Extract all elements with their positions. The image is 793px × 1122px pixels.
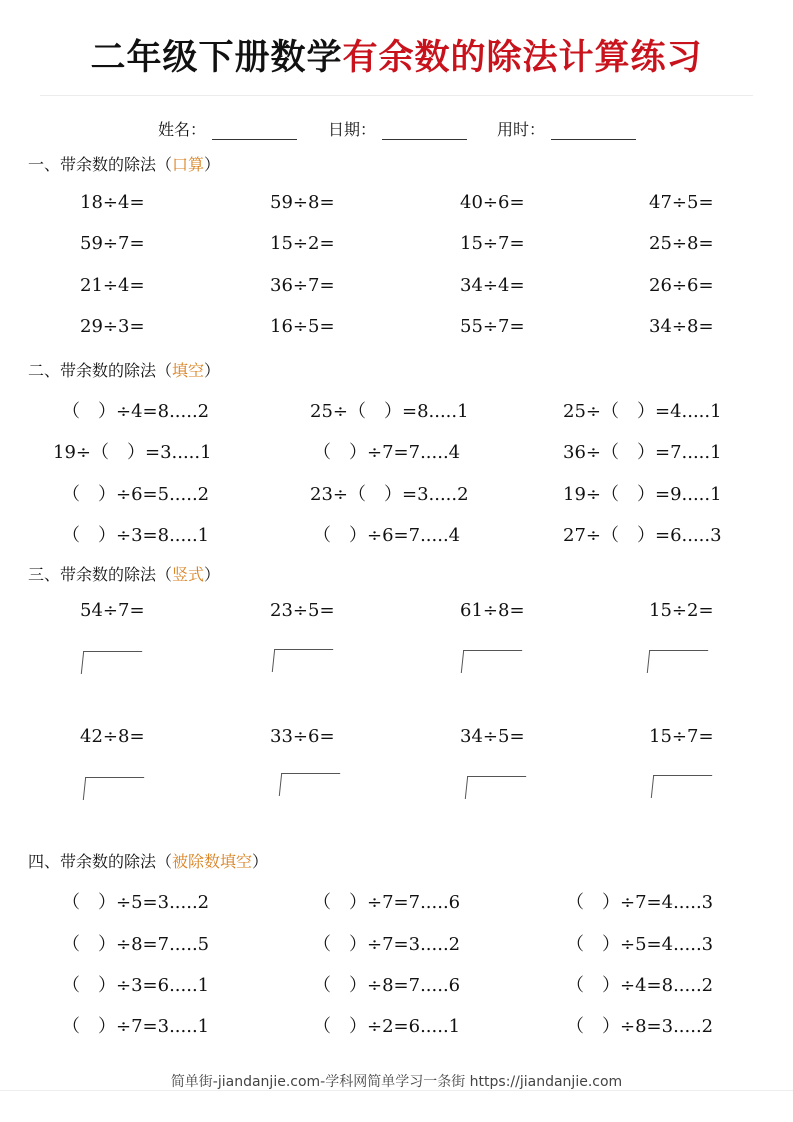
oral-problem: 36÷7= xyxy=(270,275,335,296)
vertical-problem: 15÷7= xyxy=(649,726,714,747)
vertical-problem: 15÷2= xyxy=(649,600,714,621)
division-bracket[interactable] xyxy=(279,773,340,796)
oral-problem: 21÷4= xyxy=(80,275,145,296)
oral-problem: 29÷3= xyxy=(80,316,145,337)
oral-problem: 15÷2= xyxy=(270,233,335,254)
dividend-blank-problem[interactable]: （ ）÷3=6.....1 xyxy=(62,975,210,996)
fill-blank-problem[interactable]: （ ）÷6=5.....2 xyxy=(62,484,210,505)
section-highlight: 口算 xyxy=(172,155,205,174)
footer-watermark: 简单街-jiandanjie.com-学科网简单学习一条街 https://jiandanjie.com xyxy=(170,1074,623,1090)
oral-problem: 47÷5= xyxy=(649,192,714,213)
name-blank[interactable] xyxy=(212,124,297,140)
section-1-heading xyxy=(28,152,220,175)
section-highlight: 竖式 xyxy=(172,565,205,584)
dividend-blank-problem[interactable]: （ ）÷7=3.....2 xyxy=(313,934,461,955)
section-close: ） xyxy=(252,852,269,871)
fill-blank-problem[interactable]: 25÷（ ）=8.....1 xyxy=(310,401,469,422)
fill-blank-problem[interactable]: 19÷（ ）=3.....1 xyxy=(53,442,212,463)
vertical-problem: 33÷6= xyxy=(270,726,335,747)
section-highlight: 填空 xyxy=(172,361,205,380)
date-field[interactable] xyxy=(328,117,467,140)
division-bracket[interactable] xyxy=(647,650,708,673)
dividend-blank-problem[interactable]: （ ）÷5=4.....3 xyxy=(566,934,714,955)
vertical-problem: 61÷8= xyxy=(460,600,525,621)
section-close: ） xyxy=(204,361,221,380)
vertical-problem: 23÷5= xyxy=(270,600,335,621)
division-bracket[interactable] xyxy=(651,775,712,798)
division-bracket[interactable] xyxy=(272,649,333,672)
dividend-blank-problem[interactable]: （ ）÷4=8.....2 xyxy=(566,975,714,996)
section-close: ） xyxy=(204,565,221,584)
page-title xyxy=(0,30,793,80)
dividend-blank-problem[interactable]: （ ）÷8=3.....2 xyxy=(566,1016,714,1037)
dividend-blank-problem[interactable]: （ ）÷7=7.....6 xyxy=(313,892,461,913)
dividend-blank-problem[interactable]: （ ）÷2=6.....1 xyxy=(313,1016,461,1037)
oral-problem: 26÷6= xyxy=(649,275,714,296)
date-label: 日期： xyxy=(328,120,377,139)
oral-problem: 18÷4= xyxy=(80,192,145,213)
vertical-problem: 42÷8= xyxy=(80,726,145,747)
oral-problem: 34÷8= xyxy=(649,316,714,337)
oral-problem: 16÷5= xyxy=(270,316,335,337)
vertical-problem: 34÷5= xyxy=(460,726,525,747)
section-label: 三、带余数的除法（ xyxy=(28,565,173,584)
fill-blank-problem[interactable]: 25÷（ ）=4.....1 xyxy=(563,401,722,422)
time-label: 用时： xyxy=(497,120,546,139)
header-divider xyxy=(40,95,753,96)
oral-problem: 59÷8= xyxy=(270,192,335,213)
name-label: 姓名： xyxy=(158,120,207,139)
section-4-heading xyxy=(28,849,268,872)
fill-blank-problem[interactable]: 27÷（ ）=6.....3 xyxy=(563,525,722,546)
oral-problem: 55÷7= xyxy=(460,316,525,337)
section-3-heading xyxy=(28,562,220,585)
footer-divider xyxy=(0,1090,793,1091)
fill-blank-problem[interactable]: （ ）÷3=8.....1 xyxy=(62,525,210,546)
title-part2: 有余数的除法计算练习 xyxy=(342,38,703,78)
oral-problem: 25÷8= xyxy=(649,233,714,254)
division-bracket[interactable] xyxy=(81,651,142,674)
division-bracket[interactable] xyxy=(465,776,526,799)
section-label: 一、带余数的除法（ xyxy=(28,155,173,174)
division-bracket[interactable] xyxy=(83,777,144,800)
oral-problem: 59÷7= xyxy=(80,233,145,254)
dividend-blank-problem[interactable]: （ ）÷5=3.....2 xyxy=(62,892,210,913)
fill-blank-problem[interactable]: （ ）÷4=8.....2 xyxy=(62,401,210,422)
fill-blank-problem[interactable]: 23÷（ ）=3.....2 xyxy=(310,484,469,505)
fill-blank-problem[interactable]: （ ）÷6=7.....4 xyxy=(313,525,461,546)
section-highlight: 被除数填空 xyxy=(172,852,253,871)
time-field[interactable] xyxy=(497,117,636,140)
section-close: ） xyxy=(204,155,221,174)
section-label: 二、带余数的除法（ xyxy=(28,361,173,380)
oral-problem: 15÷7= xyxy=(460,233,525,254)
section-label: 四、带余数的除法（ xyxy=(28,852,173,871)
section-2-heading xyxy=(28,358,220,381)
fill-blank-problem[interactable]: 36÷（ ）=7.....1 xyxy=(563,442,722,463)
dividend-blank-problem[interactable]: （ ）÷8=7.....6 xyxy=(313,975,461,996)
oral-problem: 40÷6= xyxy=(460,192,525,213)
time-blank[interactable] xyxy=(551,124,636,140)
oral-problem: 34÷4= xyxy=(460,275,525,296)
fill-blank-problem[interactable]: 19÷（ ）=9.....1 xyxy=(563,484,722,505)
fill-blank-problem[interactable]: （ ）÷7=7.....4 xyxy=(313,442,461,463)
dividend-blank-problem[interactable]: （ ）÷7=4.....3 xyxy=(566,892,714,913)
dividend-blank-problem[interactable]: （ ）÷8=7.....5 xyxy=(62,934,210,955)
division-bracket[interactable] xyxy=(461,650,522,673)
vertical-problem: 54÷7= xyxy=(80,600,145,621)
date-blank[interactable] xyxy=(382,124,467,140)
title-part1: 二年级下册数学 xyxy=(90,38,343,78)
dividend-blank-problem[interactable]: （ ）÷7=3.....1 xyxy=(62,1016,210,1037)
name-field[interactable] xyxy=(158,117,297,140)
